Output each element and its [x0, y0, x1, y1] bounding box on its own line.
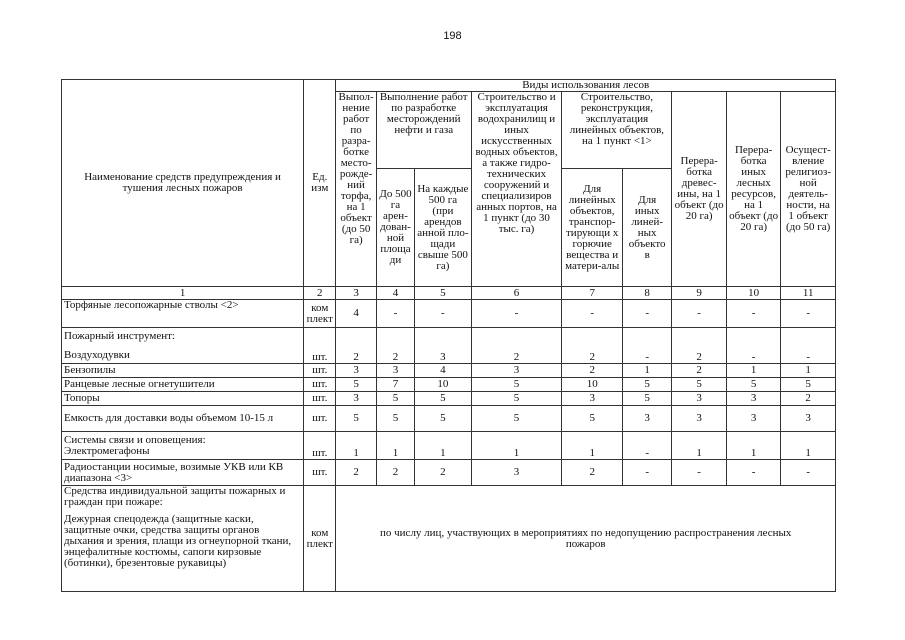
table-row	[62, 460, 836, 486]
cell-value: 5	[415, 392, 472, 406]
table-row	[62, 378, 836, 392]
row-name	[62, 328, 304, 364]
cell-value: 3	[726, 406, 780, 432]
col-number: 8	[622, 287, 671, 300]
section-title: Средства индивидуальной защиты пожарных и граждан при пожаре:	[64, 485, 286, 508]
row-unit: шт.	[304, 328, 336, 364]
col-number: 7	[562, 287, 623, 300]
cell-value: 2	[672, 328, 726, 364]
cell-value: 2	[562, 460, 623, 486]
cell-value: 7	[376, 378, 414, 392]
row-unit: шт.	[304, 460, 336, 486]
cell-value: 2	[672, 364, 726, 378]
cell-value: 1	[726, 364, 780, 378]
cell-value: 2	[562, 328, 623, 364]
cell-value: 3	[471, 460, 562, 486]
cell-value: -	[781, 300, 836, 328]
cell-value: 1	[415, 432, 472, 460]
row-name	[62, 432, 304, 460]
header-unit-column: Ед. изм	[304, 80, 336, 287]
cell-value: -	[672, 300, 726, 328]
col-number: 3	[336, 287, 376, 300]
cell-value: 5	[471, 406, 562, 432]
cell-value: 10	[415, 378, 472, 392]
row-unit: шт.	[304, 406, 336, 432]
cell-value: 5	[471, 378, 562, 392]
cell-value: 2	[336, 460, 376, 486]
cell-value: 2	[376, 460, 414, 486]
cell-value: 1	[336, 432, 376, 460]
column-numbers-row	[62, 287, 836, 300]
header-linear-other: Для иных линей-ных объекто в	[622, 169, 671, 287]
cell-value: -	[376, 300, 414, 328]
section-title: Системы связи и оповещения:	[64, 433, 206, 446]
row-unit: ком плект	[304, 486, 336, 592]
cell-value: -	[622, 460, 671, 486]
header-oilgas-group: Выполнение работ по разработке месторождений нефти и газа	[376, 92, 471, 169]
cell-value: 3	[672, 392, 726, 406]
cell-value: 3	[562, 392, 623, 406]
col-number: 9	[672, 287, 726, 300]
header-forest-resources: Перера-ботка иных лесных ресурсов, на 1 объект (до 20 га)	[726, 92, 780, 287]
cell-value: 5	[562, 406, 623, 432]
header-linear-group: Строительство, реконструкция, эксплуатация линейных объектов, на 1 пункт <1>	[562, 92, 672, 169]
cell-value: 5	[622, 378, 671, 392]
col-number: 11	[781, 287, 836, 300]
cell-value: 3	[336, 364, 376, 378]
cell-value: 1	[781, 432, 836, 460]
table-row	[62, 328, 836, 364]
header-religious: Осущест-вление религиоз-ной деятель-ности, на 1 объект (до 50 га)	[781, 92, 836, 287]
cell-value: 3	[781, 406, 836, 432]
cell-value: 1	[622, 364, 671, 378]
cell-value: -	[622, 300, 671, 328]
fire-equipment-table	[61, 79, 836, 592]
cell-value: 10	[562, 378, 623, 392]
cell-value: -	[622, 328, 671, 364]
cell-value: -	[471, 300, 562, 328]
header-oilgas-up-to-500: До 500 га арен-дован-ной площа ди	[376, 169, 414, 287]
cell-value: -	[672, 460, 726, 486]
cell-value: -	[781, 328, 836, 364]
table-row	[62, 364, 836, 378]
cell-value: 1	[562, 432, 623, 460]
cell-value: 3	[622, 406, 671, 432]
cell-value: 2	[781, 392, 836, 406]
cell-value: -	[562, 300, 623, 328]
row-name	[62, 486, 304, 592]
table-row	[62, 486, 836, 592]
cell-value: -	[726, 460, 780, 486]
header-oilgas-each-500: На каждые 500 га (при арендов анной пло-щади свыше 500 га)	[415, 169, 472, 287]
table-row	[62, 300, 836, 328]
cell-value: -	[781, 460, 836, 486]
cell-value: 2	[562, 364, 623, 378]
col-number: 5	[415, 287, 472, 300]
header-wood-processing: Перера-ботка древес-ины, на 1 объект (до 20 га)	[672, 92, 726, 287]
header-water-objects: Строительство и эксплуатация водохранилищ и иных искусственных водных объектов, а также гидро-технических сооружений и специализиров анных портов, на 1 пункт (до 30 тыс. га)	[471, 92, 562, 287]
col-number: 4	[376, 287, 414, 300]
cell-value: -	[726, 328, 780, 364]
col-number: 10	[726, 287, 780, 300]
cell-value: -	[622, 432, 671, 460]
table-row	[62, 406, 836, 432]
row-item-name: Дежурная спецодежда (защитные каски, защитные очки, средства защиты органов дыхания и зрения, плащи из огнеупорной ткани, энцефалитные костюмы, сапоги кирзовые (ботинки), брезентовые рукавицы)	[64, 513, 292, 569]
cell-value: 3	[376, 364, 414, 378]
cell-value: 5	[471, 392, 562, 406]
cell-value: 3	[415, 328, 472, 364]
row-name: Торфяные лесопожарные стволы <2>	[62, 300, 304, 328]
section-title: Пожарный инструмент:	[64, 329, 175, 342]
cell-value: 5	[336, 406, 376, 432]
cell-value: 5	[726, 378, 780, 392]
cell-value: 3	[471, 364, 562, 378]
header-name-column: Наименование средств предупреждения и тушения лесных пожаров	[62, 80, 304, 287]
row-item-name: Воздуходувки	[64, 348, 130, 361]
row-unit: шт.	[304, 432, 336, 460]
cell-value: 1	[471, 432, 562, 460]
row-name: Топоры	[62, 392, 304, 406]
row-unit: шт.	[304, 378, 336, 392]
table-row	[62, 432, 836, 460]
row-unit: ком плект	[304, 300, 336, 328]
header-linear-flammable: Для линейных объектов, транспор-тирующи х горючие вещества и матери-алы	[562, 169, 623, 287]
col-number: 2	[304, 287, 336, 300]
col-number: 1	[62, 287, 304, 300]
row-unit: шт.	[304, 364, 336, 378]
cell-value: -	[415, 300, 472, 328]
cell-value: 1	[781, 364, 836, 378]
row-name: Емкость для доставки воды объемом 10-15 л	[62, 406, 304, 432]
cell-value: 2	[471, 328, 562, 364]
row-name: Бензопилы	[62, 364, 304, 378]
cell-value: 5	[415, 406, 472, 432]
cell-value: 2	[415, 460, 472, 486]
cell-value: 5	[622, 392, 671, 406]
cell-value: 5	[376, 392, 414, 406]
cell-value: 2	[376, 328, 414, 364]
ppe-value-note: по числу лиц, участвующих в мероприятиях по недопущению распространения лесных пожаров	[336, 486, 836, 592]
cell-value: -	[726, 300, 780, 328]
page-number: 198	[443, 30, 462, 42]
header-peat: Выпол-нение работ по разра-ботке место-рожде-ний торфа, на 1 объект (до 50 га)	[336, 92, 376, 287]
row-name: Ранцевые лесные огнетушители	[62, 378, 304, 392]
cell-value: 3	[336, 392, 376, 406]
cell-value: 1	[672, 432, 726, 460]
cell-value: 4	[336, 300, 376, 328]
row-item-name: Электромегафоны	[64, 444, 150, 457]
cell-value: 3	[672, 406, 726, 432]
cell-value: 1	[726, 432, 780, 460]
cell-value: 3	[726, 392, 780, 406]
col-number: 6	[471, 287, 562, 300]
cell-value: 2	[336, 328, 376, 364]
cell-value: 5	[781, 378, 836, 392]
cell-value: 5	[376, 406, 414, 432]
cell-value: 5	[672, 378, 726, 392]
cell-value: 1	[376, 432, 414, 460]
cell-value: 5	[336, 378, 376, 392]
header-usage-group: Виды использования лесов	[336, 80, 836, 92]
row-name: Радиостанции носимые, возимые УКВ или КВ диапазона <3>	[62, 460, 304, 486]
table-row	[62, 392, 836, 406]
cell-value: 4	[415, 364, 472, 378]
row-unit: шт.	[304, 392, 336, 406]
